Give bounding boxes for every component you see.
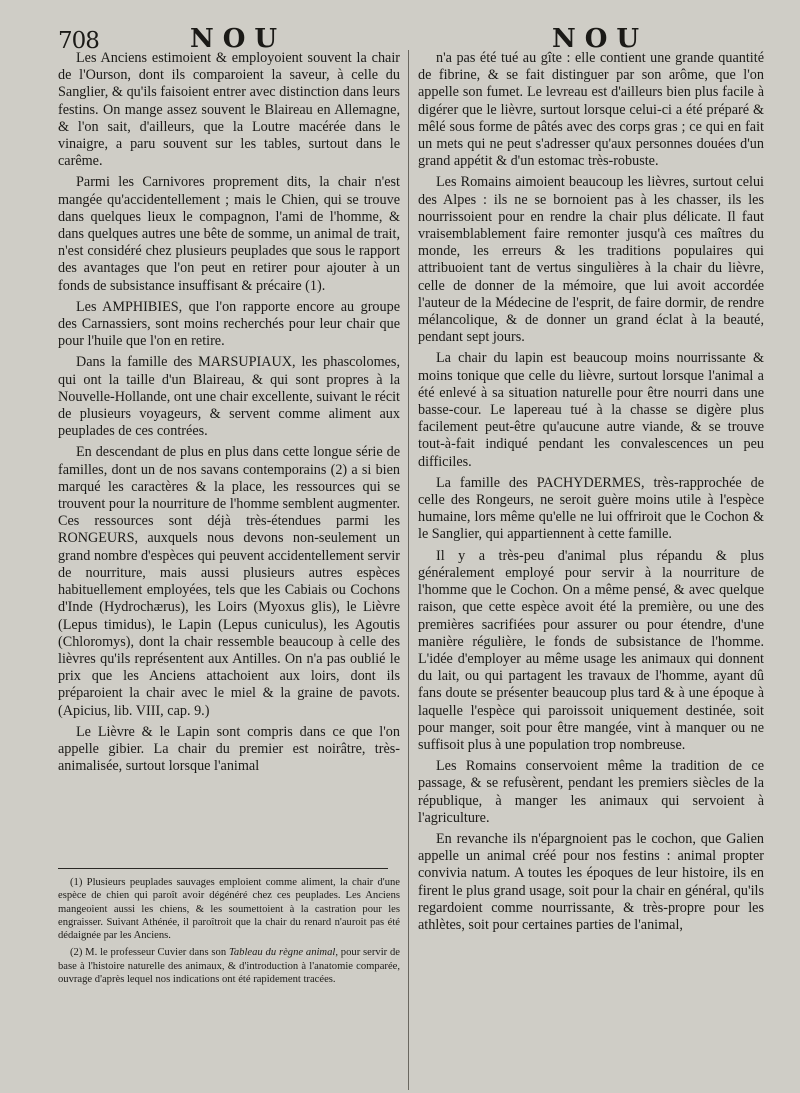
- paragraph: Les AMPHIBIES, que l'on rapporte encore au groupe des Carnassiers, sont moins recherchés pour leur chair que pour l'huile que l'on en retire.: [58, 298, 400, 350]
- footnote-2: [58, 946, 400, 986]
- paragraph: Le Lièvre & le Lapin sont compris dans ce que l'on appelle gibier. La chair du premier est noirâtre, très-animalisée, surtout lorsque l'animal: [58, 723, 400, 775]
- paragraph: Il y a très-peu d'animal plus répandu & plus généralement employé pour servir à la nourriture de l'homme que le Cochon. On a même pensé, & avec quelque raison, que cette espèce avoit été la première, ou une des premières sacrifiées pour assurer ou pour étendre, d'une manière régulière, le fonds de subsistance de l'homme. L'idée d'employer au même usage les animaux qui donnent du lait, ou qui partagent les travaux de l'homme, ayant dû fans doute se présenter beaucoup plus tard & à une époque à laquelle l'espèce qui paroissoit uniquement destinée, soit pour manger, soit pour être mangée, vint à manquer ou ne suffisoit plus à une population trop nombreuse.: [418, 547, 764, 753]
- paragraph: La famille des PACHYDERMES, très-rapprochée de celle des Rongeurs, ne seroit guère moins utile à l'espèce humaine, lors même qu'elle ne lui offriroit que le Cochon & le Sanglier, qui appartiennent à cette famille.: [418, 474, 764, 543]
- footnote-2-text-end: , pour servir de base à l'histoire naturelle des animaux, & d'introduction à l'anatomie comparée, ouvrage d'après lequel nos indications ont été rapidement tracées.: [58, 947, 400, 986]
- footnotes: [58, 876, 400, 986]
- footnote-1: (1) Plusieurs peuplades sauvages emploient comme aliment, la chair d'une espèce de chien qui paroît avoir dégénéré chez ces peuplades. Les Anciens mangeoient aussi les chiens, & les soumettoient à la castration pour les engraisser. Suivant Athénée, il paroîtroit que la chair du renard n'auroit pas été dédaignée par les Anciens.: [58, 877, 400, 942]
- paragraph: Parmi les Carnivores proprement dits, la chair n'est mangée qu'accidentellement ; mais le Chien, qui se trouve dans quelques lieux le compagnon, l'ami de l'homme, & dans quelques autres une bête de somme, un animal de trait, n'est considéré chez plusieurs peuplades que sous le rapport des avantages que l'on peut en retirer pour ajouter à un fonds de subsistance insuffisant & précaire (1).: [58, 174, 400, 294]
- paragraph: En descendant de plus en plus dans cette longue série de familles, dont un de nos savans contemporains (2) a si bien marqué les caractères & la place, les ressources qui se trouvent pour la nourriture de l'homme semblent augmenter. Ces ressources sont déjà très-étendues parmi les RONGEURS, auxquels nous devons non-seulement un grand nombre d'espèces qui peuvent accidentellement servir de nourriture, mais aussi plusieurs autres espèces habituellement employées, tels que les Cabiais ou Cochons d'Inde (Hydrochærus), les Loirs (Myoxus glis), le Lièvre (Lepus timidus), le Lapin (Lepus cuniculus), les Agoutis (Chloromys), dont la chair ressemble beaucoup à celle des lièvres qu'ils représentent aux Antilles. On n'a pas oublié le prix que les Anciens attachoient aux loirs, dont ils préparoient la chair avec le miel & la graine de pavots. (Apicius, lib. VIII, cap. 9.): [58, 444, 400, 719]
- paragraph: Dans la famille des MARSUPIAUX, les phascolomes, qui ont la taille d'un Blaireau, & qui sont propres à la Nouvelle-Hollande, ont une chair excellente, suivant le récit de plusieurs voyageurs, & servent comme aliment aux peuplades de ces contrées.: [58, 354, 400, 440]
- footnote-2-text: (2) M. le professeur Cuvier dans son: [70, 947, 229, 959]
- left-column: [58, 50, 400, 775]
- paragraph: Les Romains conservoient même la tradition de ce passage, & se refusèrent, pendant les premiers siècles de la république, à manger les animaux qui servoient à l'agriculture.: [418, 758, 764, 826]
- running-head-right: NOU: [552, 24, 649, 54]
- paragraph: Les Romains aimoient beaucoup les lièvres, surtout celui des Alpes : ils ne se bornoient pas à les chasser, ils les nourrissoient pour en rendre la chair plus délicate. Il faut vraisemblablement faire remonter jusqu'à ces maîtres du monde, les erreurs & les traditions populaires qui attribuoient tant de vertus singulières à la chair du lièvre, celle de donner de la mémoire, que lui avoit accordée l'auteur de la Médecine de l'esprit, de faire dormir, de rendre mélancolique, & de donner un grand éclat à la beauté, pendant sept jours.: [418, 174, 764, 346]
- right-column: [418, 50, 764, 934]
- paragraph: Les Anciens estimoient & employoient souvent la chair de l'Ourson, dont ils comparoient la saveur, à celle du Sanglier, & qu'ils faisoient entrer avec distinction dans leurs festins. On mange assez souvent le Blaireau en Allemagne, & l'on sait, d'ailleurs, que la Loutre macérée dans le vinaigre, a paru souvent sur les tables, surtout dans le carême.: [58, 50, 400, 170]
- paragraph: n'a pas été tué au gîte : elle contient une grande quantité de fibrine, & se fait distinguer par son arôme, que l'on appelle son fumet. Le levreau est d'ailleurs bien plus facile à digérer que le lièvre, surtout lorsque celui-ci a été préparé & mêlé sous forme de pâtés avec des corps gras ; ce qui en fait un mets qui ne peut s'adresser qu'aux personnes douées d'un grand appétit & d'un estomac très-robuste.: [418, 50, 764, 170]
- paragraph: En revanche ils n'épargnoient pas le cochon, que Galien appelle un animal créé pour nos festins : animal propter convivia natum. A toutes les époques de leur histoire, ils en firent le plus grand usage, soit pour la chair en général, qu'ils regardoient comme nourrissante, & très-propre pour les athlètes, soit pour certaines parties de l'animal,: [418, 830, 764, 933]
- running-head-left: NOU: [190, 24, 287, 54]
- footnote-2-book-title: Tableau du règne animal: [228, 947, 336, 959]
- page-number: 708: [58, 28, 99, 54]
- footnote-rule: [58, 868, 388, 869]
- paragraph: La chair du lapin est beaucoup moins nourrissante & moins tonique que celle du lièvre, surtout lorsque l'animal a été enlevé à sa situation naturelle pour être nourri dans une basse-cour. Le lapereau tué à la chasse se digère plus facilement peut-être qu'aucune autre viande, & se trouve tout-à-fait indiqué pendant les convalescences un peu difficiles.: [418, 350, 764, 470]
- column-divider: [408, 50, 409, 1090]
